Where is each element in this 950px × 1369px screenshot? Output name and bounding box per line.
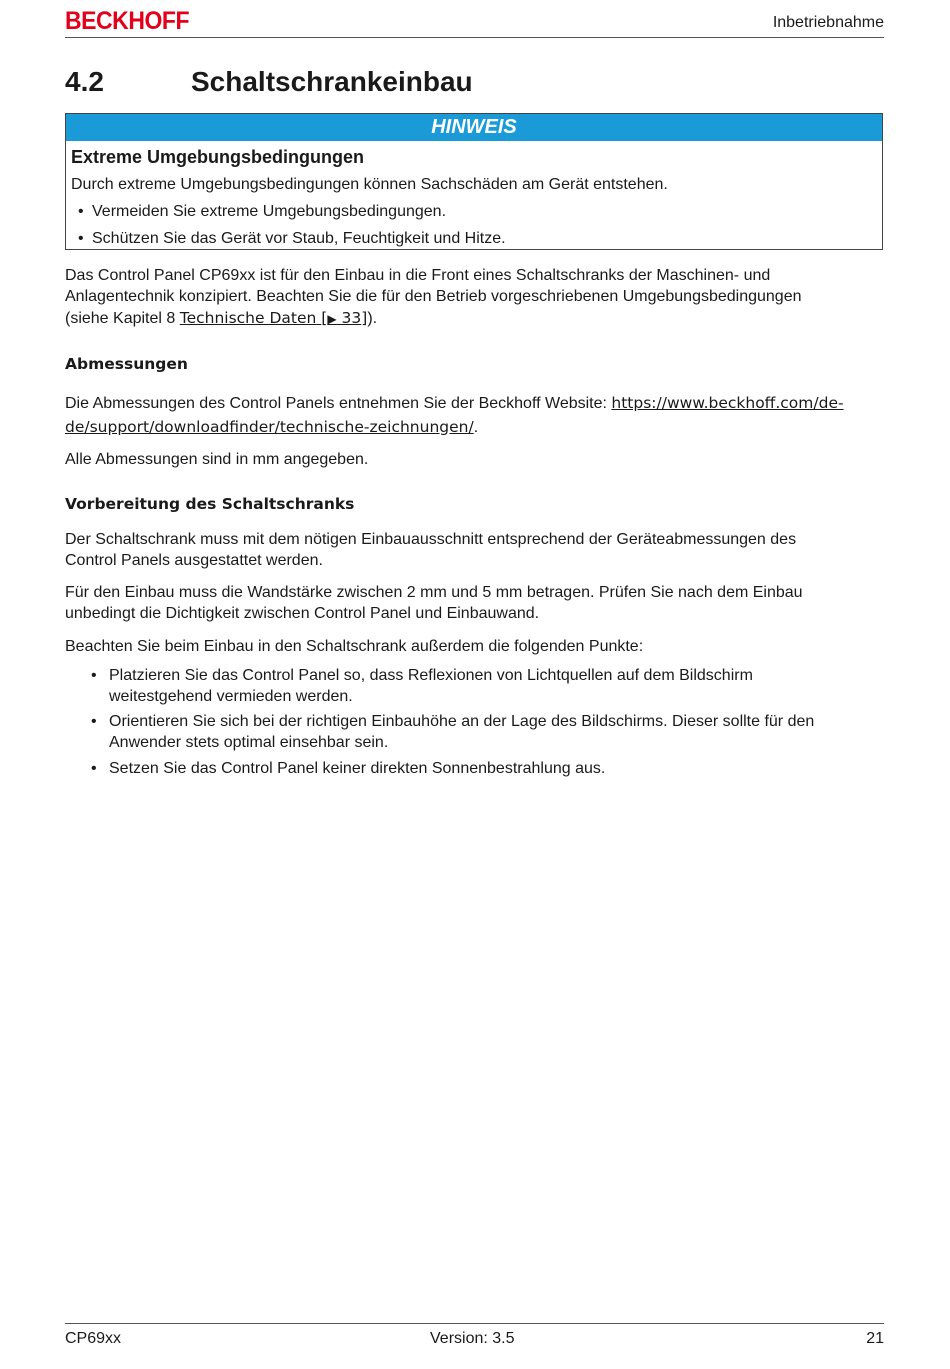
list-item-text: Orientieren Sie sich bei der richtigen Einbauhöhe an der Lage des Bildschirms. Dieser sollte für den Anwender stets optimal einsehbar sein. xyxy=(109,713,815,751)
preparation-heading: Vorbereitung des Schaltschranks xyxy=(65,495,355,513)
header-divider xyxy=(65,37,884,38)
preparation-paragraph-1 xyxy=(65,530,885,571)
notice-bullet xyxy=(78,203,446,221)
intro-line-suffix: ). xyxy=(367,310,378,327)
footer-divider xyxy=(65,1323,884,1324)
intro-line: Anlagentechnik konzipiert. Beachten Sie die für den Betrieb vorgeschriebenen Umgebungsbedingungen xyxy=(65,287,802,305)
bullet-dot: • xyxy=(91,713,97,730)
dimensions-heading: Abmessungen xyxy=(65,355,188,373)
section-title: Schaltschrankeinbau xyxy=(191,66,473,97)
dimensions-line xyxy=(65,417,885,439)
bullet-dot: • xyxy=(91,760,97,777)
chapter-title: Inbetriebnahme xyxy=(772,14,884,31)
footer-version: Version: 3.5 xyxy=(430,1330,515,1347)
intro-line-prefix: (siehe Kapitel 8 xyxy=(65,310,180,327)
intro-line: Das Control Panel CP69xx ist für den Einbau in die Front eines Schaltschranks der Maschinen- und xyxy=(65,267,771,284)
paragraph-line: unbedingt die Dichtigkeit zwischen Control Panel und Einbauwand. xyxy=(65,604,540,622)
notice-label: HINWEIS xyxy=(66,114,882,141)
paragraph-line: Der Schaltschrank muss mit dem nötigen Einbauausschnitt entsprechend der Geräteabmessungen des xyxy=(65,531,797,548)
list-item-text: Platzieren Sie das Control Panel so, dass Reflexionen von Lichtquellen auf dem Bildschirm weitestgehend vermieden werden. xyxy=(109,667,753,705)
notice-bullet-text: Schützen Sie das Gerät vor Staub, Feuchtigkeit und Hitze. xyxy=(92,230,506,247)
section-number: 4.2 xyxy=(65,66,104,97)
intro-line xyxy=(65,308,885,330)
url-suffix: . xyxy=(473,418,479,436)
notice-box xyxy=(65,113,883,250)
page-number: 21 xyxy=(866,1330,884,1347)
beckhoff-url-link-continued[interactable]: de/support/downloadfinder/technische-zeichnungen/ xyxy=(65,417,474,436)
notice-text: Durch extreme Umgebungsbedingungen können Sachschäden am Gerät entstehen. xyxy=(71,176,668,193)
beckhoff-url-link[interactable]: https://www.beckhoff.com/de- xyxy=(611,394,844,412)
intro-paragraph xyxy=(65,266,885,330)
notice-title: Extreme Umgebungsbedingungen xyxy=(71,147,365,167)
bullet-dot: • xyxy=(78,230,84,247)
beckhoff-logo: BECKHOFF xyxy=(65,7,190,35)
dimensions-line xyxy=(65,393,885,415)
list-item-text: Setzen Sie das Control Panel keiner direkten Sonnenbestrahlung aus. xyxy=(109,760,606,777)
technical-data-link[interactable]: Technische Daten [▶ 33] xyxy=(179,309,368,327)
notice-bullet-text: Vermeiden Sie extreme Umgebungsbedingungen. xyxy=(92,203,447,220)
bullet-dot: • xyxy=(78,203,84,220)
units-note: Alle Abmessungen sind in mm angegeben. xyxy=(65,451,369,468)
play-arrow-icon: ▶ xyxy=(327,312,337,326)
preparation-paragraph-2 xyxy=(65,583,885,624)
paragraph-line: Control Panels ausgestattet werden. xyxy=(65,551,323,569)
preparation-paragraph-3: Beachten Sie beim Einbau in den Schaltschrank außerdem die folgenden Punkte: xyxy=(65,638,644,655)
footer-product: CP69xx xyxy=(65,1330,122,1347)
notice-bullet xyxy=(78,230,506,248)
dimensions-paragraph xyxy=(65,393,885,438)
dimensions-text: Die Abmessungen des Control Panels entnehmen Sie der Beckhoff Website: xyxy=(65,395,612,412)
bullet-dot: • xyxy=(91,667,97,684)
paragraph-line: Für den Einbau muss die Wandstärke zwischen 2 mm und 5 mm betragen. Prüfen Sie nach dem Einbau xyxy=(65,584,803,601)
